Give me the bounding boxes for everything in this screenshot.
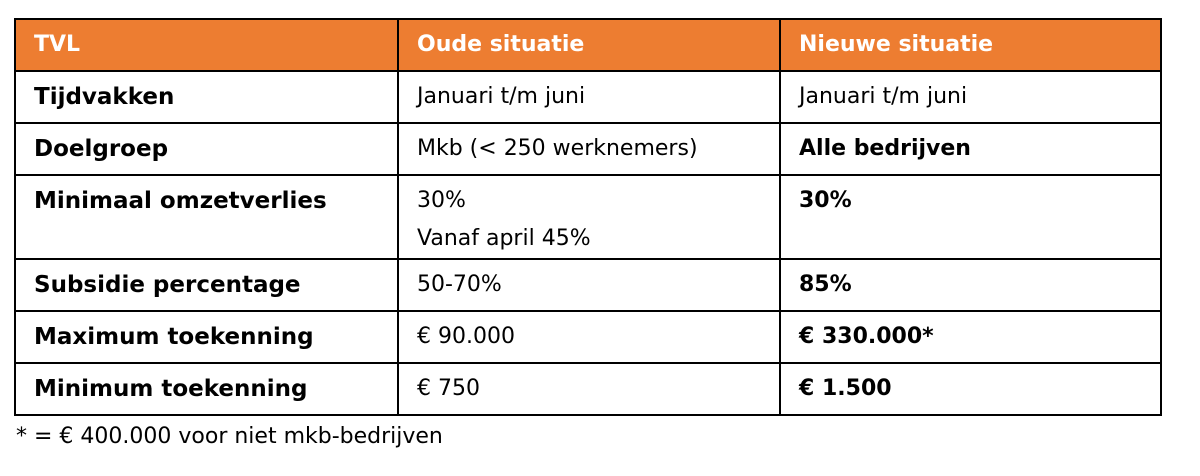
old-value-minimaal-omzetverlies (398, 175, 780, 259)
new-value-doelgroep: Alle bedrijven (780, 123, 1161, 175)
old-value-line: Vanaf april 45% (417, 226, 591, 251)
header-old-situation: Oude situatie (398, 19, 780, 71)
new-value-minimaal-omzetverlies: 30% (780, 175, 1161, 259)
old-value-tijdvakken (398, 71, 780, 123)
table-row (15, 123, 1161, 175)
header-row (15, 19, 1161, 71)
row-label-doelgroep: Doelgroep (15, 123, 398, 175)
old-value-line: 30% (417, 188, 466, 213)
table-row (15, 175, 1161, 259)
row-label-subsidie-percentage: Subsidie percentage (15, 259, 398, 311)
header-new-situation: Nieuwe situatie (780, 19, 1161, 71)
table-row (15, 71, 1161, 123)
old-value-line: € 750 (417, 376, 480, 401)
old-value-line: € 90.000 (417, 324, 515, 349)
footnote: * = € 400.000 voor niet mkb-bedrijven (16, 424, 443, 449)
new-value-subsidie-percentage: 85% (780, 259, 1161, 311)
tvl-comparison-table (14, 18, 1162, 416)
old-value-minimum-toekenning (398, 363, 780, 415)
old-value-line: Mkb (< 250 werknemers) (417, 136, 698, 161)
row-label-maximum-toekenning: Maximum toekenning (15, 311, 398, 363)
table-row (15, 311, 1161, 363)
row-label-minimaal-omzetverlies: Minimaal omzetverlies (15, 175, 398, 259)
row-label-tijdvakken: Tijdvakken (15, 71, 398, 123)
old-value-maximum-toekenning (398, 311, 780, 363)
old-value-line: Januari t/m juni (417, 84, 586, 109)
new-value-maximum-toekenning: € 330.000* (780, 311, 1161, 363)
old-value-subsidie-percentage (398, 259, 780, 311)
table-row (15, 259, 1161, 311)
new-value-minimum-toekenning: € 1.500 (780, 363, 1161, 415)
row-label-minimum-toekenning: Minimum toekenning (15, 363, 398, 415)
header-tvl: TVL (15, 19, 398, 71)
new-value-tijdvakken: Januari t/m juni (780, 71, 1161, 123)
table-row (15, 363, 1161, 415)
old-value-doelgroep (398, 123, 780, 175)
old-value-line: 50-70% (417, 272, 502, 297)
